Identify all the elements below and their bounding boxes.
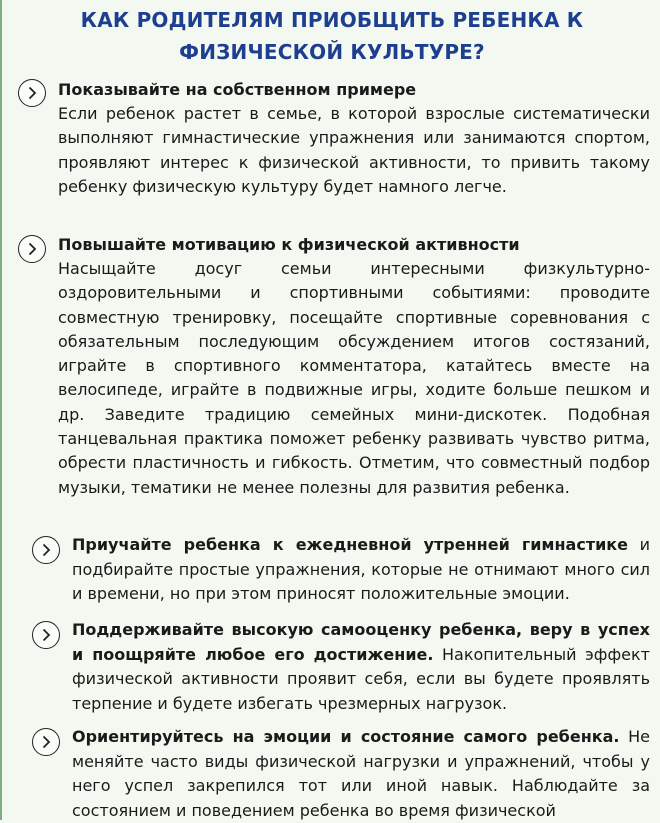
page-title: КАК РОДИТЕЛЯМ ПРИОБЩИТЬ РЕБЕНКА К ФИЗИЧЕСКОЙ КУЛЬТУРЕ?	[80, 8, 584, 64]
section-text: Не меняйте часто виды физической нагрузки и упражнений, чтобы у него успел закрепился тот или иной навык. Наблюдайте за состоянием и поведением ребенка во время физической	[72, 727, 651, 820]
chevron-right-circle-icon	[32, 728, 60, 756]
chevron-right-circle-icon	[18, 235, 46, 263]
section-text: и подбирайте простые упражнения, которые не отнимают много сил и времени, но при этом приносят положительные эмоции.	[72, 535, 651, 603]
section-paragraph	[72, 533, 650, 607]
section-heading: Показывайте на собственном примере	[58, 80, 417, 99]
section-own-example	[58, 78, 650, 199]
chevron-right-circle-icon	[32, 536, 60, 564]
section-text: Накопительный эффект физической активности проявит себя, если вы будете проявлять терпение и будете избегать чрезмерных нагрузок.	[72, 644, 650, 713]
section-text: Если ребенок растет в семье, в которой взрослые систематически выполняют гимнастические упражнения или занимаются спортом, проявляют интерес к физической активности, то привить такому ребенку физическую культуру будет намного легче.	[58, 104, 650, 196]
section-text: Насыщайте досуг семьи интересными физкультурно-оздоровительными и спортивными событиями: проводите совместную тренировку, посещайте спортивные соревнования с обязательным последующим обсуждением итогов состязаний, играйте в спортивного комментатора, катайтесь вместе на велосипеде, играйте в подвижные игры, ходите больше пешком и др. Заведите традицию семейных мини-дискотек. Подобная танцевальная практика поможет ребенку развивать чувство ритма, обрести пластичность и гибкость. Отметим, что совместный подбор музыки, тематики не менее полезны для развития ребенка.	[58, 259, 650, 497]
section-heading: Поддерживайте высокую самооценку ребенка, веру в успех и поощряйте любое его достижение.	[72, 620, 650, 664]
chevron-right-circle-icon	[32, 621, 60, 649]
section-emotions	[72, 725, 650, 823]
section-heading: Ориентируйтесь на эмоции и состояние самого ребенка.	[72, 727, 620, 746]
section-paragraph	[72, 618, 650, 716]
section-motivation	[58, 233, 650, 500]
section-paragraph	[72, 725, 650, 823]
section-morning-exercise	[72, 533, 650, 607]
section-self-esteem	[72, 618, 650, 716]
section-heading: Приучайте ребенка к ежедневной утренней гимнастике	[72, 535, 629, 554]
chevron-right-circle-icon	[18, 79, 46, 107]
section-heading: Повышайте мотивацию к физической активности	[58, 235, 520, 254]
